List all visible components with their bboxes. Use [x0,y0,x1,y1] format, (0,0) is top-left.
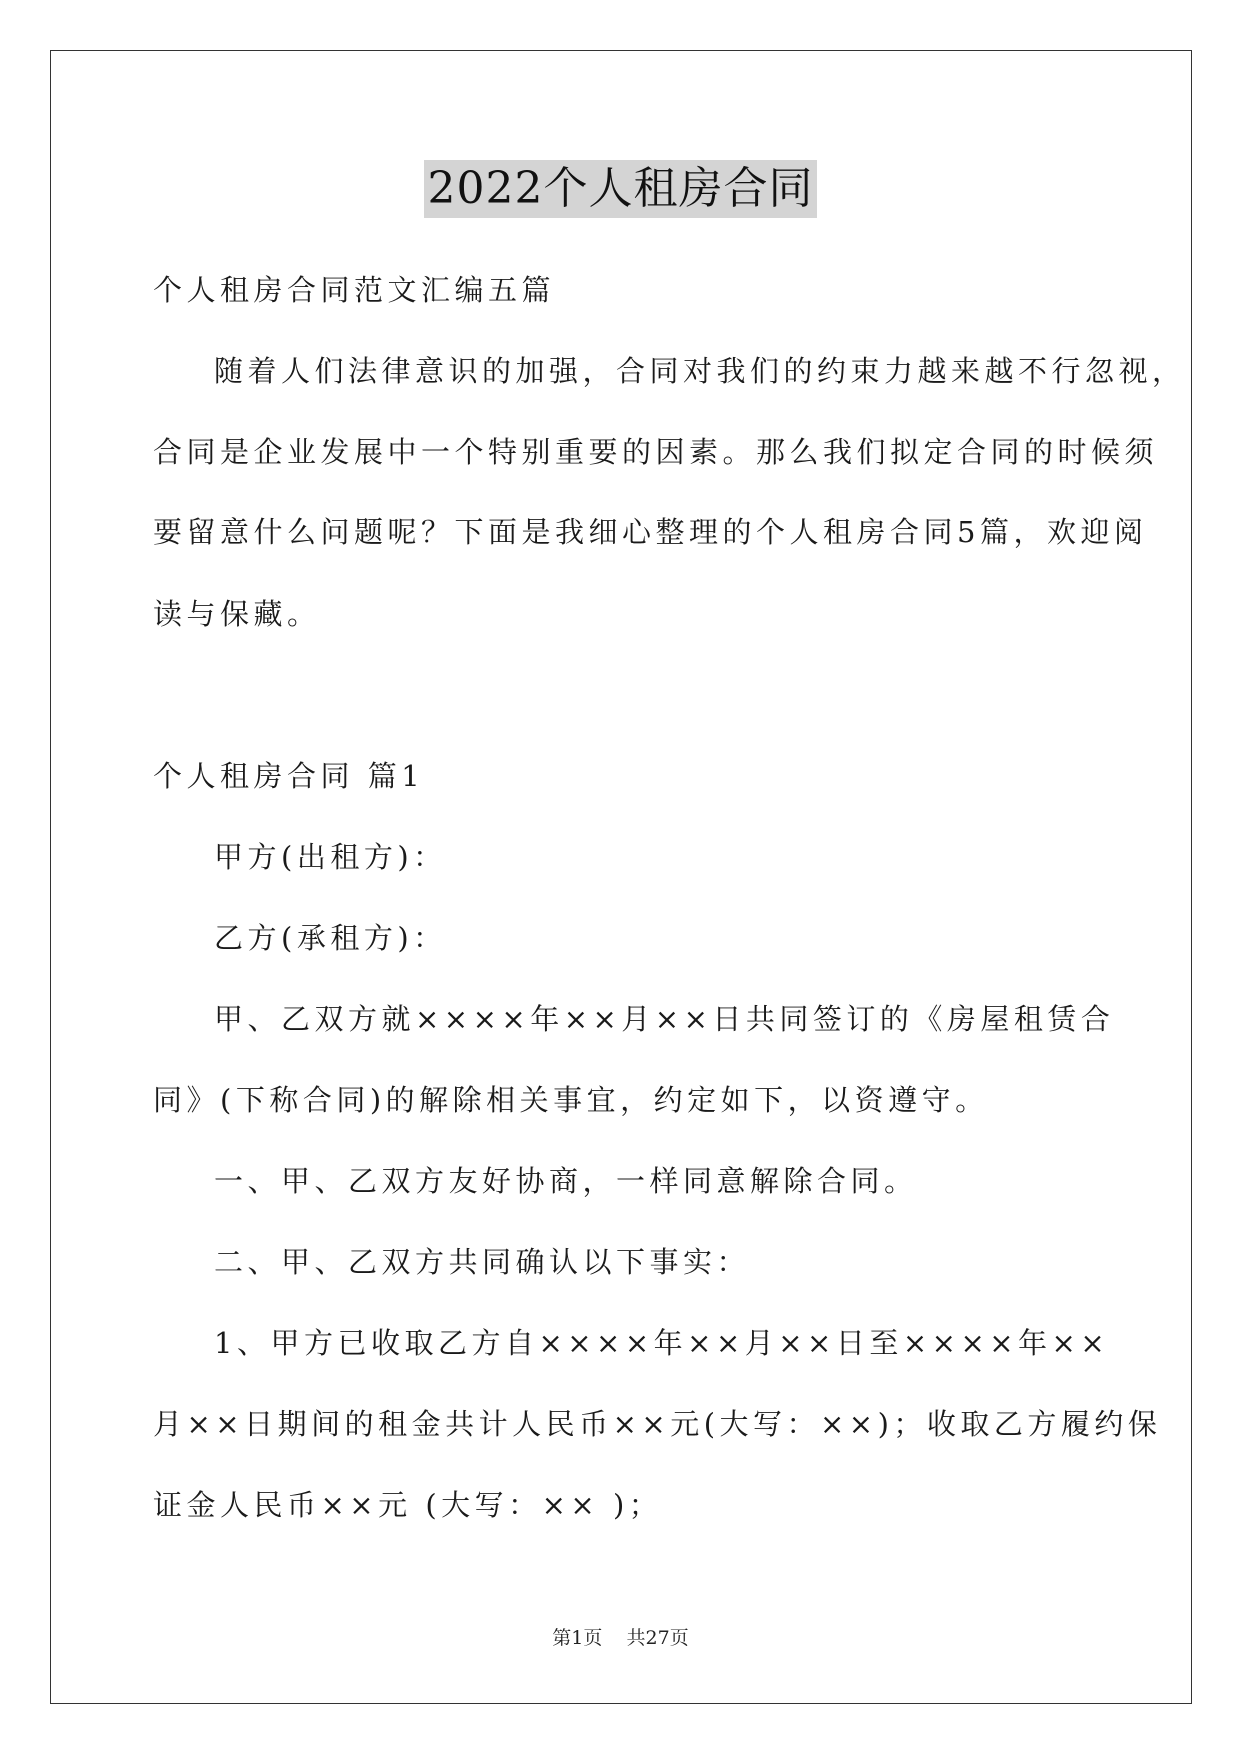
party-b-line: 乙方(承租方)： [214,921,447,955]
page-number: 第1页 [552,1627,603,1649]
document-title: 2022个人租房合同 [424,160,818,218]
body-line-1: 甲、乙双方就××××年××月××日共同签订的《房屋租赁合 [214,1002,1115,1036]
total-pages: 共27页 [626,1627,689,1649]
body-line-2: 同》(下称合同)的解除相关事宜，约定如下，以资遵守。 [153,1083,989,1117]
party-a-line: 甲方(出租方)： [214,840,447,874]
item-1-line-3: 证金人民币××元 (大写：×× )； [153,1488,663,1522]
title-container [0,160,1241,218]
item-1-line-1: 1、甲方已收取乙方自××××年××月××日至××××年×× [214,1326,1110,1360]
intro-line-1: 随着人们法律意识的加强，合同对我们的约束力越来越不行忽视， [214,354,1186,388]
section-heading: 个人租房合同 篇1 [153,759,425,793]
intro-line-2: 合同是企业发展中一个特别重要的因素。那么我们拟定合同的时候须 [153,435,1159,469]
item-1-line-2: 月××日期间的租金共计人民币××元(大写：××)；收取乙方履约保 [153,1407,1162,1441]
subtitle-line: 个人租房合同范文汇编五篇 [153,273,556,307]
clause-1-line: 一、甲、乙双方友好协商，一样同意解除合同。 [214,1164,918,1198]
page-footer [0,1626,1241,1650]
intro-line-3: 要留意什么问题呢？下面是我细心整理的个人租房合同5篇，欢迎阅 [153,515,1148,549]
clause-2-line: 二、甲、乙双方共同确认以下事实： [214,1245,751,1279]
intro-line-4: 读与保藏。 [153,597,321,631]
